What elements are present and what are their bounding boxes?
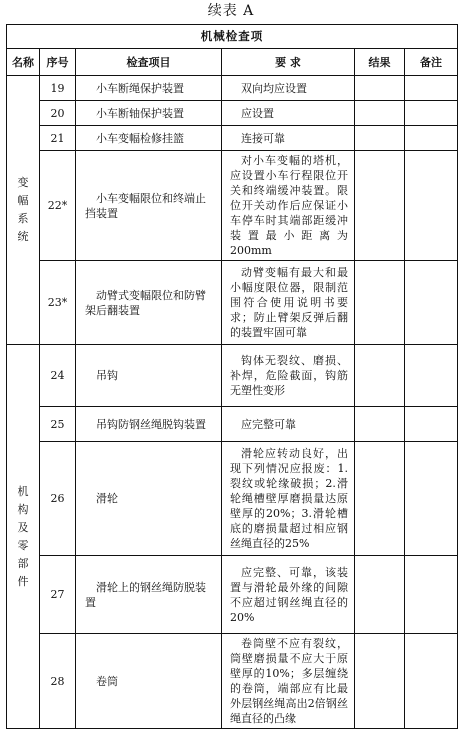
header-no: 序号	[40, 49, 76, 76]
row-number: 22*	[40, 151, 76, 261]
result-cell[interactable]	[355, 126, 405, 151]
table-row	[7, 101, 458, 126]
result-cell[interactable]	[355, 76, 405, 101]
result-cell[interactable]	[355, 442, 405, 556]
row-number: 24	[40, 345, 76, 407]
inspection-item: 吊钩	[76, 345, 222, 407]
section-title: 机械检查项	[7, 25, 458, 49]
header-remark: 备注	[405, 49, 458, 76]
inspection-item: 小车变幅检修挂篮	[76, 126, 222, 151]
category-label: 变幅系统	[17, 176, 29, 243]
requirement-text: 卷筒壁不应有裂纹，筒壁磨损量不应大于原壁厚的10%；多层缠绕的卷筒，端部应有比最外层钢丝绳高出2倍钢丝绳直径的凸缘	[222, 634, 355, 729]
requirement-text: 双向均应设置	[222, 76, 355, 101]
table-row	[7, 151, 458, 261]
row-number: 26	[40, 442, 76, 556]
inspection-table	[6, 24, 458, 729]
table-row	[7, 407, 458, 442]
header-result: 结果	[355, 49, 405, 76]
table-row	[7, 442, 458, 556]
header-item: 检查项目	[76, 49, 222, 76]
inspection-item: 吊钩防钢丝绳脱钩装置	[76, 407, 222, 442]
section-title-row	[7, 25, 458, 49]
inspection-item: 滑轮	[76, 442, 222, 556]
header-requirement: 要 求	[222, 49, 355, 76]
requirement-text: 动臂变幅有最大和最小幅度限位器，限制范围符合使用说明书要求；防止臂架反弹后翻的装置牢固可靠	[222, 261, 355, 345]
inspection-item: 小车断绳保护装置	[76, 76, 222, 101]
inspection-item: 滑轮上的钢丝绳防脱装置	[76, 556, 222, 634]
requirement-text: 应完整、可靠，该装置与滑轮最外缘的间隙不应超过钢丝绳直径的20%	[222, 556, 355, 634]
remark-cell[interactable]	[405, 556, 458, 634]
remark-cell[interactable]	[405, 345, 458, 407]
remark-cell[interactable]	[405, 101, 458, 126]
requirement-text: 对小车变幅的塔机，应设置小车行程限位开关和终端缓冲装置。限位开关动作后应保证小车停车时其端部距缓冲装置最小距离为200mm	[222, 151, 355, 261]
inspection-item: 动臂式变幅限位和防臂架后翻装置	[76, 261, 222, 345]
table-row	[7, 261, 458, 345]
requirement-text: 滑轮应转动良好，出现下列情况应报废：1.裂纹或轮缘破损；2.滑轮绳槽壁厚磨损量达原壁厚的20%；3.滑轮槽底的磨损量超过相应钢丝绳直径的25%	[222, 442, 355, 556]
table-row	[7, 76, 458, 101]
remark-cell[interactable]	[405, 634, 458, 729]
header-row	[7, 49, 458, 76]
result-cell[interactable]	[355, 407, 405, 442]
row-number: 20	[40, 101, 76, 126]
row-number: 25	[40, 407, 76, 442]
requirement-text: 应完整可靠	[222, 407, 355, 442]
row-number: 21	[40, 126, 76, 151]
result-cell[interactable]	[355, 556, 405, 634]
result-cell[interactable]	[355, 101, 405, 126]
result-cell[interactable]	[355, 261, 405, 345]
category-label: 机构及零部件	[17, 484, 29, 588]
inspection-item: 小车断轴保护装置	[76, 101, 222, 126]
table-row	[7, 345, 458, 407]
row-number: 27	[40, 556, 76, 634]
row-number: 23*	[40, 261, 76, 345]
table-continuation-title: 续表 A	[207, 3, 255, 19]
requirement-text: 连接可靠	[222, 126, 355, 151]
category-cell	[7, 76, 40, 345]
inspection-item: 小车变幅限位和终端止挡装置	[76, 151, 222, 261]
remark-cell[interactable]	[405, 126, 458, 151]
category-cell	[7, 345, 40, 729]
remark-cell[interactable]	[405, 151, 458, 261]
row-number: 28	[40, 634, 76, 729]
table-row	[7, 126, 458, 151]
header-name: 名称	[7, 49, 40, 76]
result-cell[interactable]	[355, 151, 405, 261]
remark-cell[interactable]	[405, 76, 458, 101]
remark-cell[interactable]	[405, 407, 458, 442]
result-cell[interactable]	[355, 345, 405, 407]
requirement-text: 钩体无裂纹、磨损、补焊，危险截面，钩筋无塑性变形	[222, 345, 355, 407]
inspection-item: 卷筒	[76, 634, 222, 729]
remark-cell[interactable]	[405, 442, 458, 556]
result-cell[interactable]	[355, 634, 405, 729]
row-number: 19	[40, 76, 76, 101]
requirement-text: 应设置	[222, 101, 355, 126]
table-row	[7, 556, 458, 634]
table-row	[7, 634, 458, 729]
remark-cell[interactable]	[405, 261, 458, 345]
